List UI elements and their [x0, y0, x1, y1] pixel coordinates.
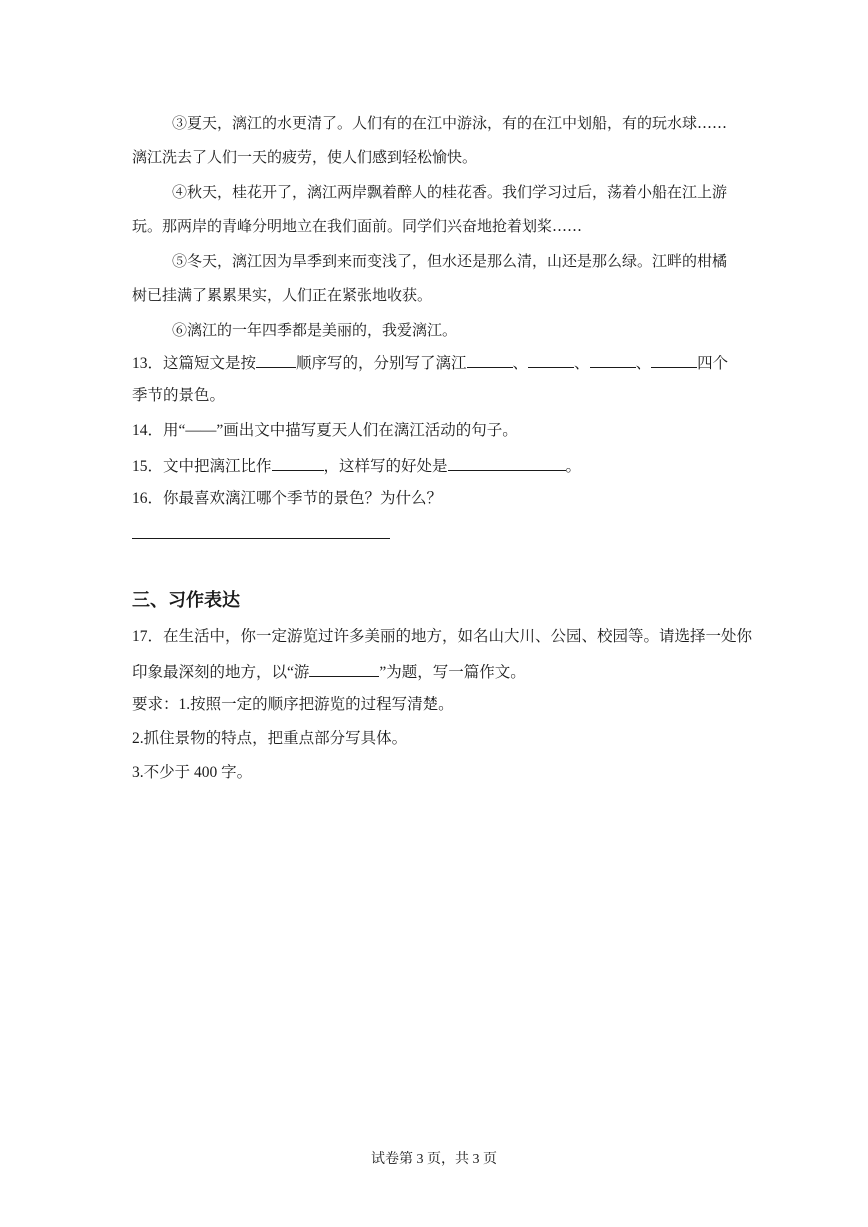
q15-blank-metaphor[interactable]: [272, 455, 324, 471]
q17-text-b: ”为题，写一篇作文。: [379, 664, 526, 681]
q13-text-b: 顺序写的，分别写了漓江: [296, 355, 467, 372]
section-title-writing: 三、习作表达: [132, 590, 240, 611]
question-17-line2: [132, 661, 526, 683]
q13-separator-1: 、: [512, 355, 529, 372]
q13-text-c: 四个: [697, 355, 729, 372]
question-15: [132, 455, 581, 477]
passage-p4-line1: ④秋天，桂花开了，漓江两岸飘着醉人的桂花香。我们学习过后，荡着小船在江上游: [172, 183, 728, 201]
passage-p5-line1: ⑤冬天，漓江因为旱季到来而变浅了，但水还是那么清，山还是那么绿。江畔的柑橘: [172, 252, 728, 270]
q13-blank-season-3[interactable]: [590, 352, 636, 368]
q15-blank-benefit[interactable]: [448, 455, 566, 471]
requirement-1: 要求：1.按照一定的顺序把游览的过程写清楚。: [132, 696, 454, 713]
question-13: [132, 352, 728, 374]
question-17-line1: 17．在生活中，你一定游览过许多美丽的地方，如名山大川、公园、校园等。请选择一处你: [132, 628, 753, 645]
requirement-2: 2.抓住景物的特点，把重点部分写具体。: [132, 730, 408, 747]
q13-separator-2: 、: [574, 355, 590, 372]
q13-blank-order[interactable]: [256, 352, 296, 368]
q13-blank-season-1[interactable]: [467, 352, 513, 368]
passage-p6-line1: ⑥漓江的一年四季都是美丽的，我爱漓江。: [172, 321, 458, 339]
q13-text-a: 13．这篇短文是按: [132, 355, 257, 372]
passage-p3-line2: 漓江洗去了人们一天的疲劳，使人们感到轻松愉快。: [132, 148, 478, 166]
q17-blank-title[interactable]: [309, 661, 379, 677]
q13-blank-season-4[interactable]: [651, 352, 697, 368]
passage-p3-line1: ③夏天，漓江的水更清了。人们有的在江中游泳，有的在江中划船，有的玩水球……: [172, 114, 728, 132]
q15-text-b: ，这样写的好处是: [323, 458, 448, 475]
page-footer: 试卷第 3 页，共 3 页: [371, 1152, 497, 1167]
passage-p5-line2: 树已挂满了累累果实，人们正在紧张地收获。: [132, 286, 433, 304]
question-14: 14．用“——”画出文中描写夏天人们在漓江活动的句子。: [132, 422, 518, 439]
q16-answer-line[interactable]: [132, 538, 390, 539]
question-16: 16．你最喜欢漓江哪个季节的景色？为什么？: [132, 490, 443, 507]
passage-p4-line2: 玩。那两岸的青峰分明地立在我们面前。同学们兴奋地抢着划桨……: [132, 217, 583, 235]
requirement-3: 3.不少于 400 字。: [132, 764, 253, 781]
q13-blank-season-2[interactable]: [528, 352, 574, 368]
q15-text-a: 15．文中把漓江比作: [132, 458, 272, 475]
question-13-line2: 季节的景色。: [132, 387, 226, 404]
q17-text-a: 印象最深刻的地方，以“游: [132, 664, 310, 681]
q13-separator-3: 、: [635, 355, 652, 372]
q15-text-c: 。: [565, 458, 582, 475]
